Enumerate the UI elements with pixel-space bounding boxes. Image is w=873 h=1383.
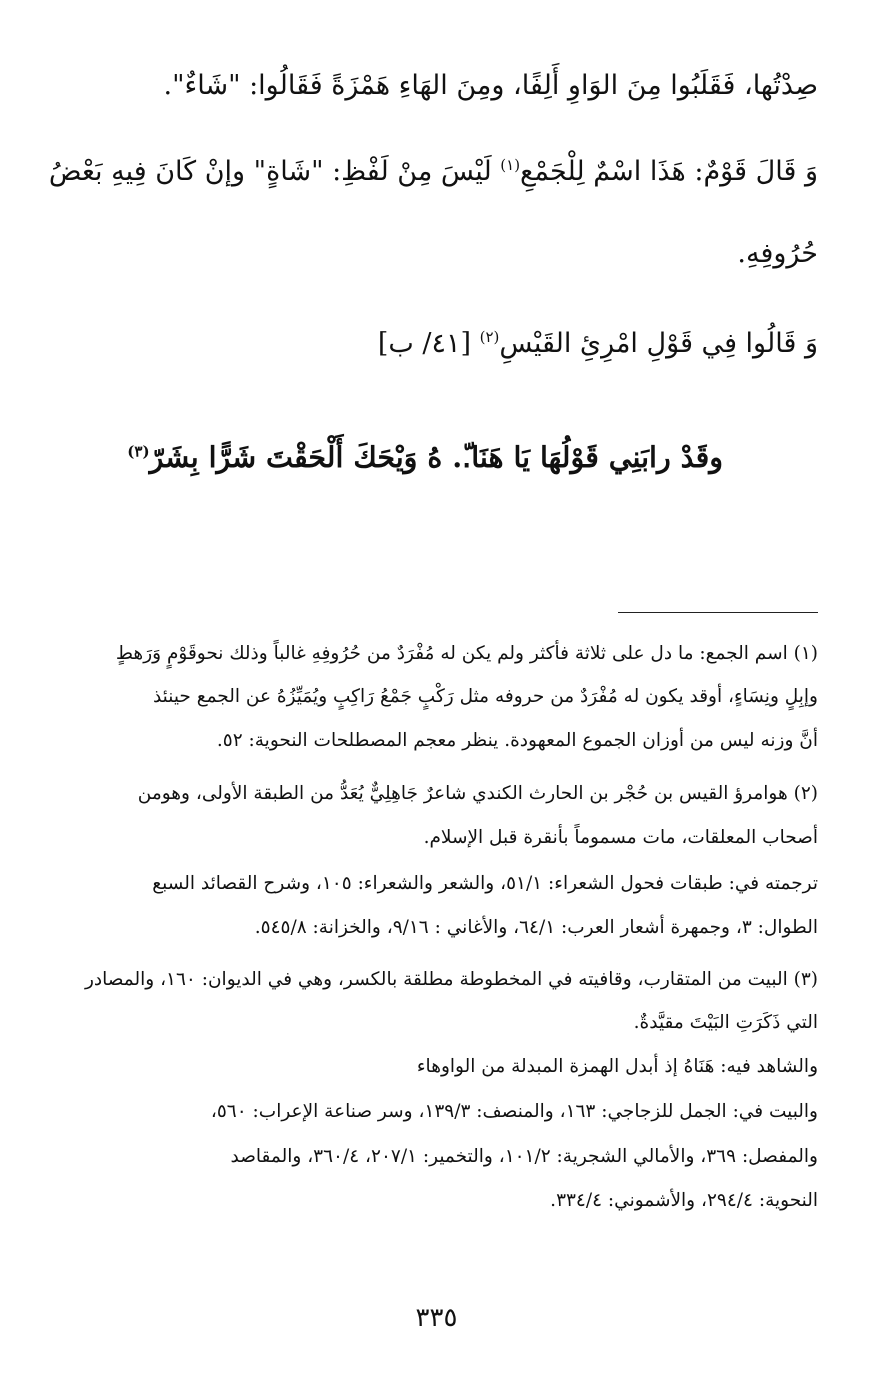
footnote-3-line-4: والبيت في: الجمل للزجاجي: ١٦٣، والمنصف: ١٣٩/٣، وسر صناعة الإعراب: ٥٦٠، (210, 1101, 818, 1122)
main-text-line-2-part-b: لَيْسَ مِنْ لَفْظِ: "شَاةٍ" وإنْ كَانَ فِيهِ بَعْضُ (48, 156, 492, 187)
main-text-line-2 (48, 156, 818, 188)
footnote-2-line-2: أصحاب المعلقات، مات مسموماً بأنقرة قبل الإسلام. (423, 827, 818, 848)
footnote-3-line-2: التي ذَكَرَتِ البَيْتَ مقيَّدةٌ. (633, 1012, 818, 1033)
footnote-3-line-5: والمفصل: ٣٦٩، والأمالي الشجرية: ١٠١/٢، والتخمير: ٢٠٧/١، ٣٦٠/٤، والمقاصد (230, 1146, 818, 1167)
footnote-3-line-1: (٣) البيت من المتقارب، وقافيته في المخطوطة مطلقة بالكسر، وهي في الديوان: ١٦٠، والمصادر (84, 969, 818, 990)
footnote-3-line-3: والشاهد فيه: هَنَاهُ إذ أبدل الهمزة المبدلة من الواوهاء (416, 1056, 818, 1077)
verse-text: وقَدْ رابَنِي قَوْلُهَا يَا هَنَا.ّ. هُ وَيْحَكَ أَلْحَقْتَ شَرًّا بِشَرّ (149, 440, 723, 474)
footnote-2-line-4: الطوال: ٣، وجمهرة أشعار العرب: ٦٤/١، والأغاني : ٩/١٦، والخزانة: ٥٤٥/٨. (254, 917, 818, 938)
main-text-line-3: حُرُوفِهِ. (737, 238, 818, 269)
main-text-line-4 (48, 328, 818, 360)
main-text-line-1: صِدْتُها، فَقَلَبُوا مِنَ الوَاوِ أَلِفًا، ومِنَ الهَاءِ هَمْزَةً فَقَالُوا: "شَاءٌ". (163, 70, 818, 101)
footnote-ref-1: (١) (500, 156, 521, 174)
footnote-ref-2: (٢) (479, 328, 500, 346)
footnote-1-line-1: (١) اسم الجمع: ما دل على ثلاثة فأكثر ولم يكن له مُفْرَدٌ من حُرُوفِهِ غالباً وذلك نحوقَوْمٍ وَرَهطٍ (115, 643, 818, 664)
footnote-ref-3: (٣) (127, 442, 150, 461)
page-number: ٣٣٥ (415, 1303, 458, 1333)
footnote-2-line-3: ترجمته في: طبقات فحول الشعراء: ٥١/١، والشعر والشعراء: ١٠٥، وشرح القصائد السبع (152, 873, 818, 894)
main-text-line-4-part-a: وَ قَالُوا فِي قَوْلِ امْرِئِ القَيْسِ (499, 328, 818, 359)
footnote-separator (618, 612, 818, 613)
folio-marker: [٤١/ ب] (377, 328, 472, 359)
poetry-verse (123, 440, 723, 474)
footnote-1-line-2: وإبِلٍ ونِسَاءٍ، أوقد يكون له مُفْرَدٌ من حروفه مثل رَكْبٍ جَمْعُ رَاكِبٍ ويُمَيِّزُهُ عن الجمع حينئذ (152, 686, 818, 707)
main-text-line-2-part-a: وَ قَالَ قَوْمٌ: هَذَا اسْمٌ لِلْجَمْعِ (520, 156, 818, 187)
footnote-2-line-1: (٢) هوامرؤ القيس بن حُجْر بن الحارث الكندي شاعرٌ جَاهِلِيٌّ يُعَدُّ من الطبقة الأولى، وهومن (137, 783, 818, 804)
footnote-1-line-3: أنَّ وزنه ليس من أوزان الجموع المعهودة. ينظر معجم المصطلحات النحوية: ٥٢. (216, 730, 818, 751)
footnote-3-line-6: النحوية: ٢٩٤/٤، والأشموني: ٣٣٤/٤. (550, 1190, 818, 1211)
